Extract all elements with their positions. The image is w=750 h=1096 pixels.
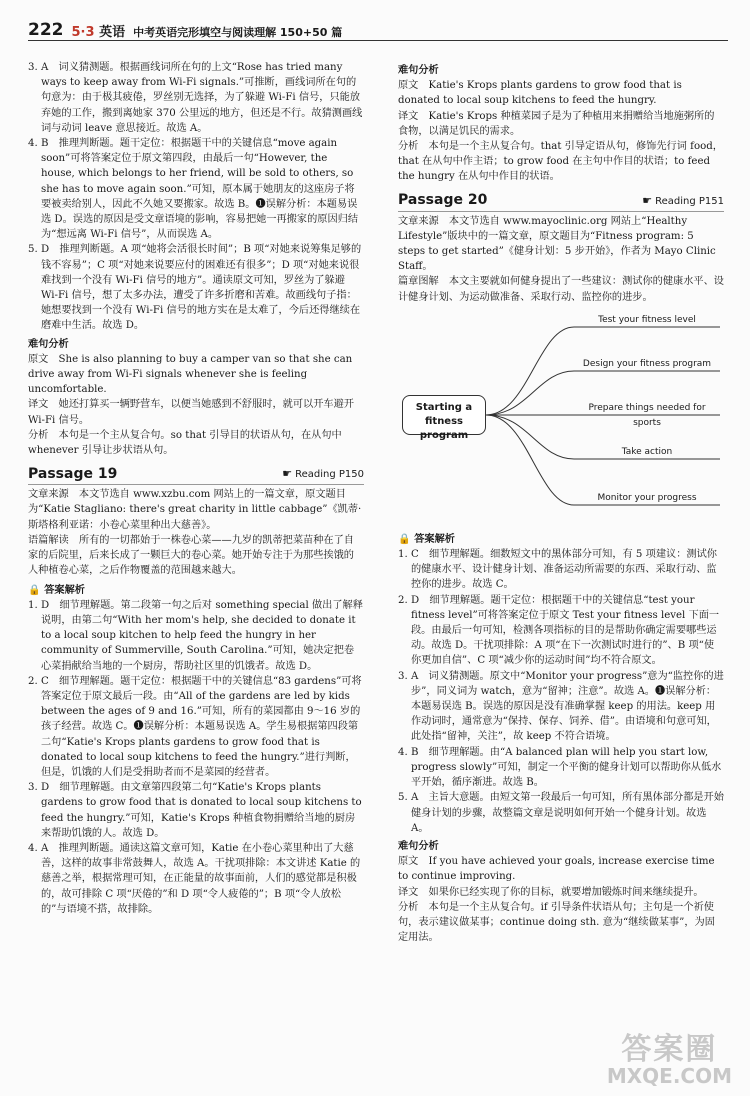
mind-map-branch-2: Design your fitness program [582,358,712,369]
passage-20-title: Passage 20 [398,192,488,209]
p20-answer-3: 3. A 词义猜测题。原文中“Monitor your progress”意为“监控你的进步”，同义词为 watch，意为“留神；注意”。故选 A。❶误解分析：本题易误选 B。误选的原因是没有准确掌握 keep 的用法。keep 用作动词时，通常意为“保持、保存、饲养、借”。由语境和句意可知，此处指“留神，关注”，故 keep 不符合语境。 [398,670,724,743]
watermark-line-1: 答案圈 [621,1032,718,1067]
answer-heading: 🔒 答案解析 [28,584,85,596]
p20-answer-1: 1. C 细节理解题。细数短文中的黑体部分可知，有 5 项建议：测试你的健康水平、设计健身计划、准备运动所需要的东西、采取行动、监控你的进步。故选 C。 [398,549,717,591]
pointing-hand-icon: ☛ [282,467,293,481]
series-label: 5·3 英语 [71,25,126,40]
mind-map-branch-4: Take action [621,446,673,457]
hard-sentence-translation: 译文 她还打算买一辆野营车，以便当她感到不舒服时，就可以开车避开 Wi-Fi 信号。 [28,399,354,426]
passage-20-header [398,191,724,212]
passage-19-source: 文章来源 本文节选自 www.xzbu.com 网站上的一篇文章，原文题目为“Katie Stagliano: there's great charity in little cabbage”《凯蒂·斯塔格利亚诺：小卷心菜里种出大慈善》。 [28,489,362,531]
hard-sentence-heading: 难句分析 [398,840,439,852]
hard-sentence-original: 原文 Katie's Krops plants gardens to grow food that is donated to local soup kitchens to feed the hungry. [398,80,682,107]
hard-sentence-analysis: 分析 本句是一个主从复合句。so that 引导目的状语从句，在从句中 whenever 引导让步状语从句。 [28,429,342,457]
hard-sentence-original: 原文 She is also planning to buy a camper van so that she can drive away from Wi-Fi signals whenever she is feeling uncomfortable. [28,353,353,396]
p19-answer-2: 2. C 细节理解题。题干定位：根据题干中的关键信息“83 gardens”可将答案定位于原文最后一段。由“All of the gardens are led by kids between the ages of 9 and 16.”可知，所有的菜园都由 9～16 岁的孩子经营。故选 C。❶误解分析：本题易误选 A。学生易根据第四段第二句“Katie's Krops plants gardens to grow food that is donated to local soup kitchens to feed the hungry.”进行判断，但是，饥饿的人们是受捐助者而不是菜园的经营者。 [28,675,362,778]
mind-map-branch-3: Prepare things needed for sports [588,402,706,429]
hard-sentence-analysis: 分析 本句是一个主从复合句。that 引导定语从句，修饰先行词 food，that 在从句中作主语；to grow food 在主句中作目的状语；to feed the hungry 在从句中作目的状语。 [398,141,723,183]
answer-heading: 🔒 答案解析 [398,533,455,545]
answer-5: 5. D 推理判断题。A 项“她将会活很长时间”；B 项“对她来说筹集足够的钱不容易”；C 项“对她来说要应付的困难还有很多”；D 项“对她来说很难找到一个没有 Wi-Fi 信号的地方”。通读原文可知，罗丝为了躲避 Wi-Fi 信号，想了太多办法，遭受了许多折磨和苦难。故画线句子指：她想要找到一个没有 Wi-Fi 信号的地方实在是太难了，今后还得继续在磨难中生活。故选 D。 [28,244,362,332]
answer-3: 3. A 词义猜测题。根据画线词所在句的上文“Rose has tried many ways to keep away from Wi-Fi signals.”可推断，画线词所在句的句意为：由于极其疲倦，罗丝别无选择，为了躲避 Wi-Fi 信号，只能放弃她的工作，搬到离她家 370 公里远的地方，但还是不行。故猜测画线词与动词 leave 意思接近。故选 A。 [28,62,363,134]
hard-sentence-heading: 难句分析 [28,338,69,350]
hard-sentence-translation: 译文 如果你已经实现了你的目标，就要增加锻炼时间来继续提升。 [398,886,704,898]
p20-answer-5: 5. A 主旨大意题。由短文第一段最后一句可知，所有黑体部分都是开始健身计划的步骤，故整篇文章是说明如何开始一个健身计划。故选 A。 [398,792,724,834]
passage-20-source: 文章来源 本文节选自 www.mayoclinic.org 网站上“Healthy Lifestyle”版块中的一篇文章，原文题目为“Fitness program: 5 steps to get started”《健身计划：5 步开始》，作者为 Mayo Clinic Staff。 [398,215,716,273]
right-column [398,60,724,945]
hard-sentence-original: 原文 If you have achieved your goals, increase exercise time to continue improving. [398,856,715,883]
hard-sentence-analysis: 分析 本句是一个主从复合句。if 引导条件状语从句；主句是一个祈使句，表示建议做某事；continue doing sth. 意为“继续做某事”，为固定用法。 [398,901,715,944]
lock-icon: 🔒 [398,533,411,545]
answer-4: 4. B 推理判断题。题干定位：根据题干中的关键信息“move again soon”可将答案定位于原文第四段，由最后一句“However, the house, which belongs to her friend, will be sold to others, so she has to move again soon.”可知，原本属于她朋友的这座房子将要被卖给别人，因此不久她又要搬家。故选 B。❶误解分析：本题易误选 D。误选的原因是受文章语境的影响，容易把她一再搬家的原因归结为“想远离 Wi-Fi 信号”，从而误选 A。 [28,138,359,241]
p20-answer-2: 2. D 细节理解题。题干定位：根据题干中的关键信息“test your fitness level”可将答案定位于原文 Test your fitness level 下面一段。由最后一句可知，检测各项指标的目的是帮助你确定需要哪些运动。故选 D。干扰项排除：A 项“在下一次测试时进行的”、B 项“使你更加自信”、C 项“减少你的运动时间”均不符合原文。 [398,594,720,667]
left-column [28,60,364,917]
mind-map-branch-5: Monitor your progress [597,492,697,503]
watermark-line-2: MXQE.COM [606,1064,732,1088]
hard-sentence-translation: 译文 Katie's Krops 种植菜园子是为了种植用来捐赠给当地施粥所的食物，以满足饥民的需求。 [398,110,715,137]
p20-answer-4: 4. B 细节理解题。由“A balanced plan will help you start low, progress slowly”可知，制定一个平衡的健身计划可以帮助你从低水平开始，循序渐进。故选 B。 [398,746,722,789]
book-title: 中考英语完形填空与阅读理解 150+50 篇 [133,26,343,39]
mind-map-center: Starting a fitness program [402,395,486,435]
passage-20-ref: ☛ Reading P151 [642,193,724,207]
passage-19-summary: 语篇解读 所有的一切都始于一株卷心菜——九岁的凯蒂把菜苗种在了自家的后院里，后来长成了一颗巨大的卷心菜。她开始专注于为那些挨饿的人种植卷心菜，之后作物覆盖的范围越来越大。 [28,534,354,577]
p19-answer-1: 1. D 细节理解题。第二段第一句之后对 something special 做出了解释说明，由第二句“With her mom's help, she decided to donate it to a local soup kitchen to help feed the hungry in her community of Summerville, South Carolina.”可知，她决定把卷心菜捐献给当地的一个厨房，帮助社区里的饥饿者。故选 D。 [28,599,363,672]
mind-map [398,309,724,524]
mind-map-branch-1: Test your fitness level [598,314,696,325]
p19-answer-4: 4. A 推理判断题。通读这篇文章可知，Katie 在小卷心菜里种出了大慈善，这样的故事非常鼓舞人，故选 A。干扰项排除：本文讲述 Katie 的慈善之举，根据常理可知，在正能量的故事面前，人们的感觉都是积极的，故可排除 C 项“厌倦的”和 D 项“令人疲倦的”；B 项“令人放松的”与语境不搭，故排除。 [28,842,361,915]
p19-answer-3: 3. D 细节理解题。由文章第四段第二句“Katie's Krops plants gardens to grow food that is donated to local soup kitchens to feed the hungry.”可知，Katie's Krops 种植食物捐赠给当地的厨房来帮助饥饿的人。故选 D。 [28,782,362,839]
page-header [28,14,728,41]
watermark [607,1024,732,1088]
passage-19-title: Passage 19 [28,465,118,482]
passage-19-header [28,464,364,485]
lock-icon: 🔒 [28,584,41,596]
passage-20-summary: 篇章图解 本文主要就如何健身提出了一些建议：测试你的健康水平、设计健身计划、为运动做准备、采取行动、监控你的进步。 [398,276,724,303]
passage-19-ref: ☛ Reading P150 [282,467,364,481]
pointing-hand-icon: ☛ [642,193,653,207]
hard-sentence-heading: 难句分析 [398,65,439,76]
page-number: 222 [28,20,64,40]
